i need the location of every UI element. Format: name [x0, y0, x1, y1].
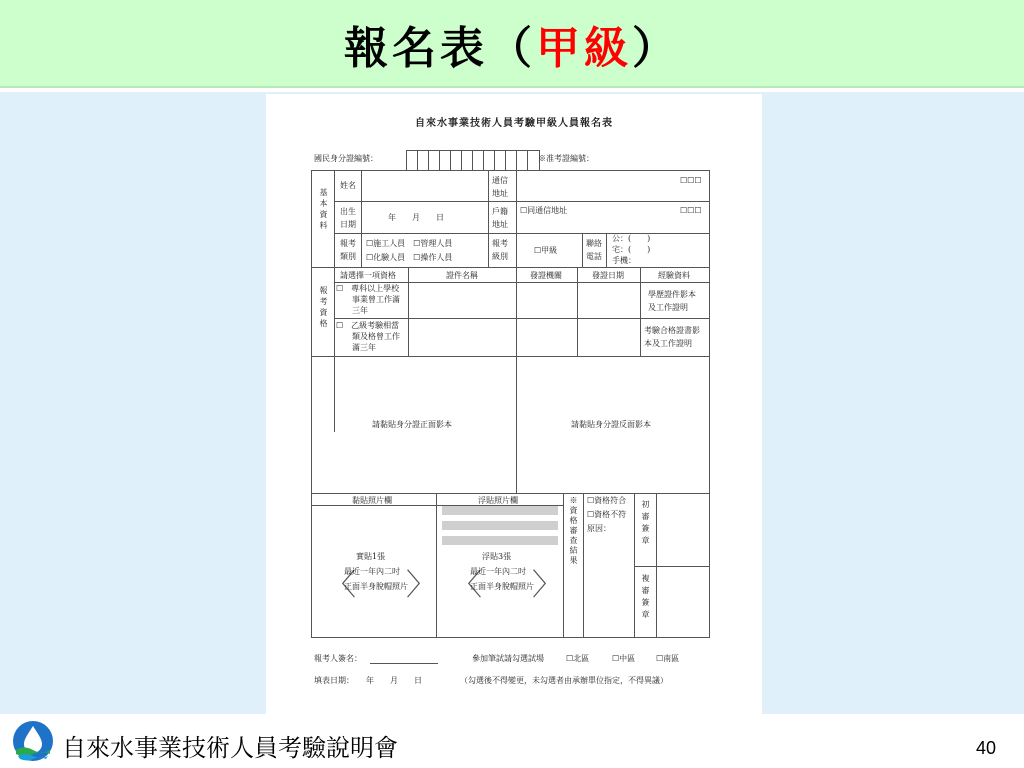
- float-photo-spec: 最近一年內二吋 正面半身脫帽照片: [470, 567, 534, 591]
- level-a-checkbox[interactable]: ☐甲級: [534, 246, 558, 255]
- application-form-document: 自來水事業技術人員考驗甲級人員報名表 國民身分證編號： ※准考證編號： 基本資料 姓名 通信 地址 ☐☐☐ 出生 日期 年 月 日 戶籍 地址 ☐同通信地址 ☐☐☐ 報考 類別 ☐施工人員 ☐管理人員 ☐化驗人員 ☐操作人員 報考 級別 ☐甲級 聯絡 電話 公：( ) 宅：( ) 手機： 報考資格 請選擇一項資格 證件名稱 發證機關 發證日期 經驗資料 ☐ 專科以上學校 事業曾工作滿 三年 學歷證件影本 及工作證明 ☐ 乙級考驗相當 類及格曾工作 滿三年 考驗合格證書影 本及工作證明 請黏貼身分證正面影本 請黏貼身分證反面影本 黏貼照片欄 浮貼照片欄 實貼1張 〈 最近一年內二吋 正面半身脫帽照片 〉 浮貼3張 〈 最近一年內二吋 正面半身脫帽照片 〉 ※資格審查結果 ☐資格符合 ☐資格不符 原因： 初審簽章 複審簽章 報考人簽名： 參加筆試請勾選試場 ☐北區 ☐中區 ☐南區 填表日期： 年 月 日 （勾選後不得變更，未勾選者由承辦單位指定，不得異議）: [266, 94, 762, 714]
- mail-address-label: 通信 地址: [492, 176, 508, 198]
- signature-line[interactable]: [370, 663, 438, 664]
- id-number-label: 國民身分證編號：: [314, 154, 378, 163]
- qualification-option-2[interactable]: ☐ 乙級考驗相當 類及格曾工作 滿三年: [336, 321, 400, 352]
- qualification-option-1[interactable]: ☐ 專科以上學校 事業曾工作滿 三年: [336, 284, 400, 315]
- category-checkboxes-row2[interactable]: ☐化驗人員 ☐操作人員: [366, 253, 453, 262]
- col-issuer: 發證機關: [530, 271, 562, 280]
- qualification-1-documents: 學歷證件影本 及工作證明: [648, 290, 696, 312]
- applicant-signature-label: 報考人簽名：: [314, 654, 362, 663]
- exam-level-label: 報考 級別: [492, 239, 508, 261]
- household-address-label: 戶籍 地址: [492, 207, 508, 229]
- review-reason-label: 原因：: [587, 524, 611, 533]
- review-result-label: ※資格審查結果: [569, 496, 578, 566]
- category-checkboxes-row1[interactable]: ☐施工人員 ☐管理人員: [366, 239, 453, 248]
- float-photo-header: 浮貼照片欄: [478, 496, 518, 505]
- site-south-checkbox[interactable]: ☐南區: [656, 654, 680, 663]
- id-number-boxes[interactable]: [406, 150, 540, 171]
- household-postal-boxes[interactable]: ☐☐☐: [680, 206, 702, 215]
- paste-photo-header: 黏貼照片欄: [352, 496, 392, 505]
- fill-date-field[interactable]: 填表日期： 年 月 日: [314, 676, 422, 685]
- qualification-label: 報考資格: [319, 286, 328, 330]
- same-as-mail-checkbox[interactable]: ☐同通信地址: [520, 206, 568, 215]
- id-back-copy-area[interactable]: 請黏貼身分證反面影本: [571, 420, 651, 429]
- id-front-copy-area[interactable]: 請黏貼身分證正面影本: [372, 420, 452, 429]
- footer-title: 自來水事業技術人員考驗說明會: [62, 734, 398, 762]
- review-unqualified-checkbox[interactable]: ☐資格不符: [587, 510, 627, 519]
- form-title: 自來水事業技術人員考驗甲級人員報名表: [415, 118, 613, 129]
- qualification-2-documents: 考驗合格證書影 本及工作證明: [644, 326, 700, 348]
- paste-photo-spec: 最近一年內二吋 正面半身脫帽照片: [344, 567, 408, 591]
- col-cert-name: 證件名稱: [446, 271, 478, 280]
- site-north-checkbox[interactable]: ☐北區: [566, 654, 590, 663]
- exam-category-label: 報考 類別: [340, 239, 356, 261]
- phone-fields[interactable]: 公：( ) 宅：( ) 手機：: [612, 234, 651, 265]
- review-qualified-checkbox[interactable]: ☐資格符合: [587, 496, 627, 505]
- col-select-qualification: 請選擇一項資格: [340, 271, 396, 280]
- exam-site-note: （勾選後不得變更，未勾選者由承辦單位指定，不得異議）: [460, 676, 668, 685]
- float-photo-slot-3[interactable]: [442, 536, 558, 545]
- page-number: 40: [976, 738, 997, 758]
- exam-site-label: 參加筆試請勾選試場: [472, 654, 544, 663]
- paste-one-photo-label: 實貼1張: [356, 552, 386, 561]
- col-experience: 經驗資料: [658, 271, 690, 280]
- phone-label: 聯絡 電話: [586, 239, 602, 261]
- water-drop-logo-icon: [12, 720, 54, 762]
- float-photo-slot-1[interactable]: [442, 506, 558, 515]
- admission-number-label: ※准考證編號：: [538, 154, 594, 163]
- col-issue-date: 發證日期: [592, 271, 624, 280]
- slide-header: [0, 0, 1024, 88]
- slide-title: 報名表（甲級）: [344, 23, 680, 74]
- float-photo-slot-2[interactable]: [442, 521, 558, 530]
- title-highlight: 甲級: [536, 23, 632, 74]
- basic-info-label: 基本資料: [319, 188, 328, 232]
- site-central-checkbox[interactable]: ☐中區: [612, 654, 636, 663]
- float-three-photos-label: 浮貼3張: [482, 552, 512, 561]
- birth-date-field[interactable]: 年 月 日: [388, 213, 444, 222]
- birth-date-label: 出生 日期: [340, 207, 356, 229]
- second-review-signature[interactable]: 複審簽章: [641, 574, 650, 622]
- first-review-signature[interactable]: 初審簽章: [641, 500, 650, 548]
- mail-postal-boxes[interactable]: ☐☐☐: [680, 176, 702, 185]
- name-label: 姓名: [340, 181, 356, 190]
